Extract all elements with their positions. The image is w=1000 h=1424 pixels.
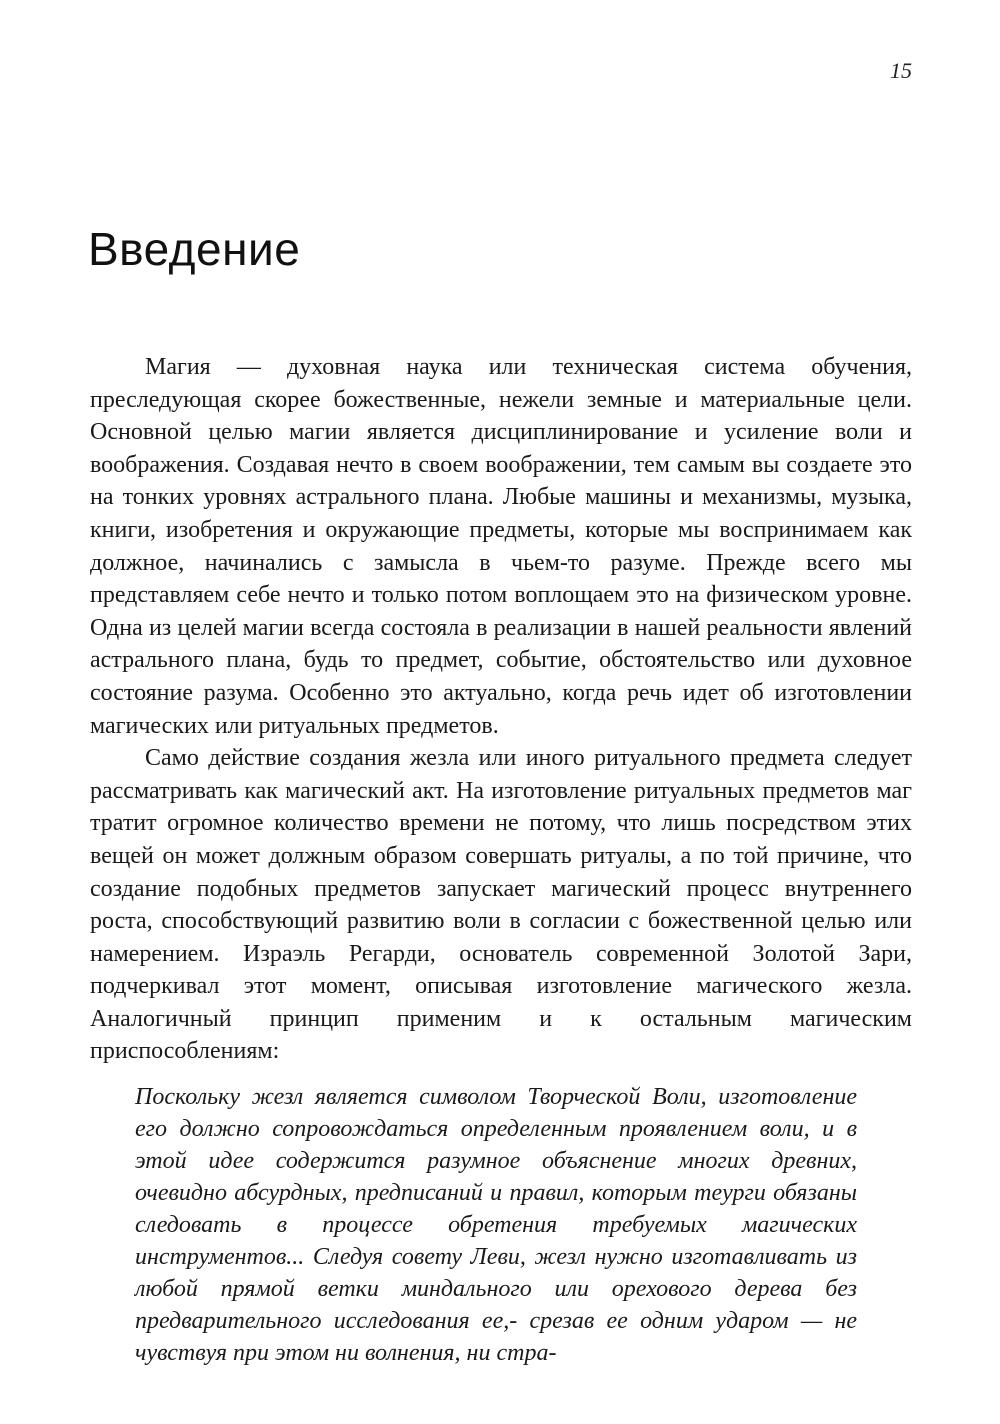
paragraph-2: Само действие создания жезла или иного ритуального предмета следует рассматривать как магический акт. На изготовление ритуальных предметов маг тратит огромное количество времени не потому, что лишь посредством этих вещей он может должным образом совершать ритуалы, а по той причине, что создание подобных предметов запускает магический процесс внутреннего роста, способствующий развитию воли в согласии с божественной целью или намерением. Израэль Регарди, основатель современной Золотой Зари, подчеркивал этот момент, описывая изготовление магического жезла. Аналогичный принцип применим и к остальным магическим приспособлениям: xyxy=(90,745,912,1065)
chapter-title: Введение xyxy=(88,223,301,275)
quote-block: Поскольку жезл является символом Творческой Воли, изготовление его должно сопровождаться определенным проявлением воли, и в этой идее содержится разумное объяснение многих древних, очевидно абсурдных, предписаний и правил, которым теурги обязаны следовать в процессе обретения требуемых магических инструментов... Следуя совету Леви, жезл нужно изготавливать из любой прямой ветки миндального или орехового дерева без предварительного исследования ее,- срезав ее одним ударом — не чувствуя при этом ни волнения, ни стра- xyxy=(135,1084,857,1367)
body-text xyxy=(90,351,912,1369)
page-number: 15 xyxy=(890,58,912,83)
paragraph-1: Магия — духовная наука или техническая система обучения, преследующая скорее божественные, нежели земные и материальные цели. Основной целью магии является дисциплинирование и усиление воли и воображения. Создавая нечто в своем воображении, тем самым вы создаете это на тонких уровнях астрального плана. Любые машины и механизмы, музыка, книги, изобретения и окружающие предметы, которые мы воспринимаем как должное, начинались с замысла в чьем-то разуме. Прежде всего мы представляем себе нечто и только потом воплощаем это на физическом уровне. Одна из целей магии всегда состояла в реализации в нашей реальности явлений астрального плана, будь то предмет, событие, обстоятельство или духовное состояние разума. Особенно это актуально, когда речь идет об изготовлении магических или ритуальных предметов. xyxy=(90,354,912,739)
